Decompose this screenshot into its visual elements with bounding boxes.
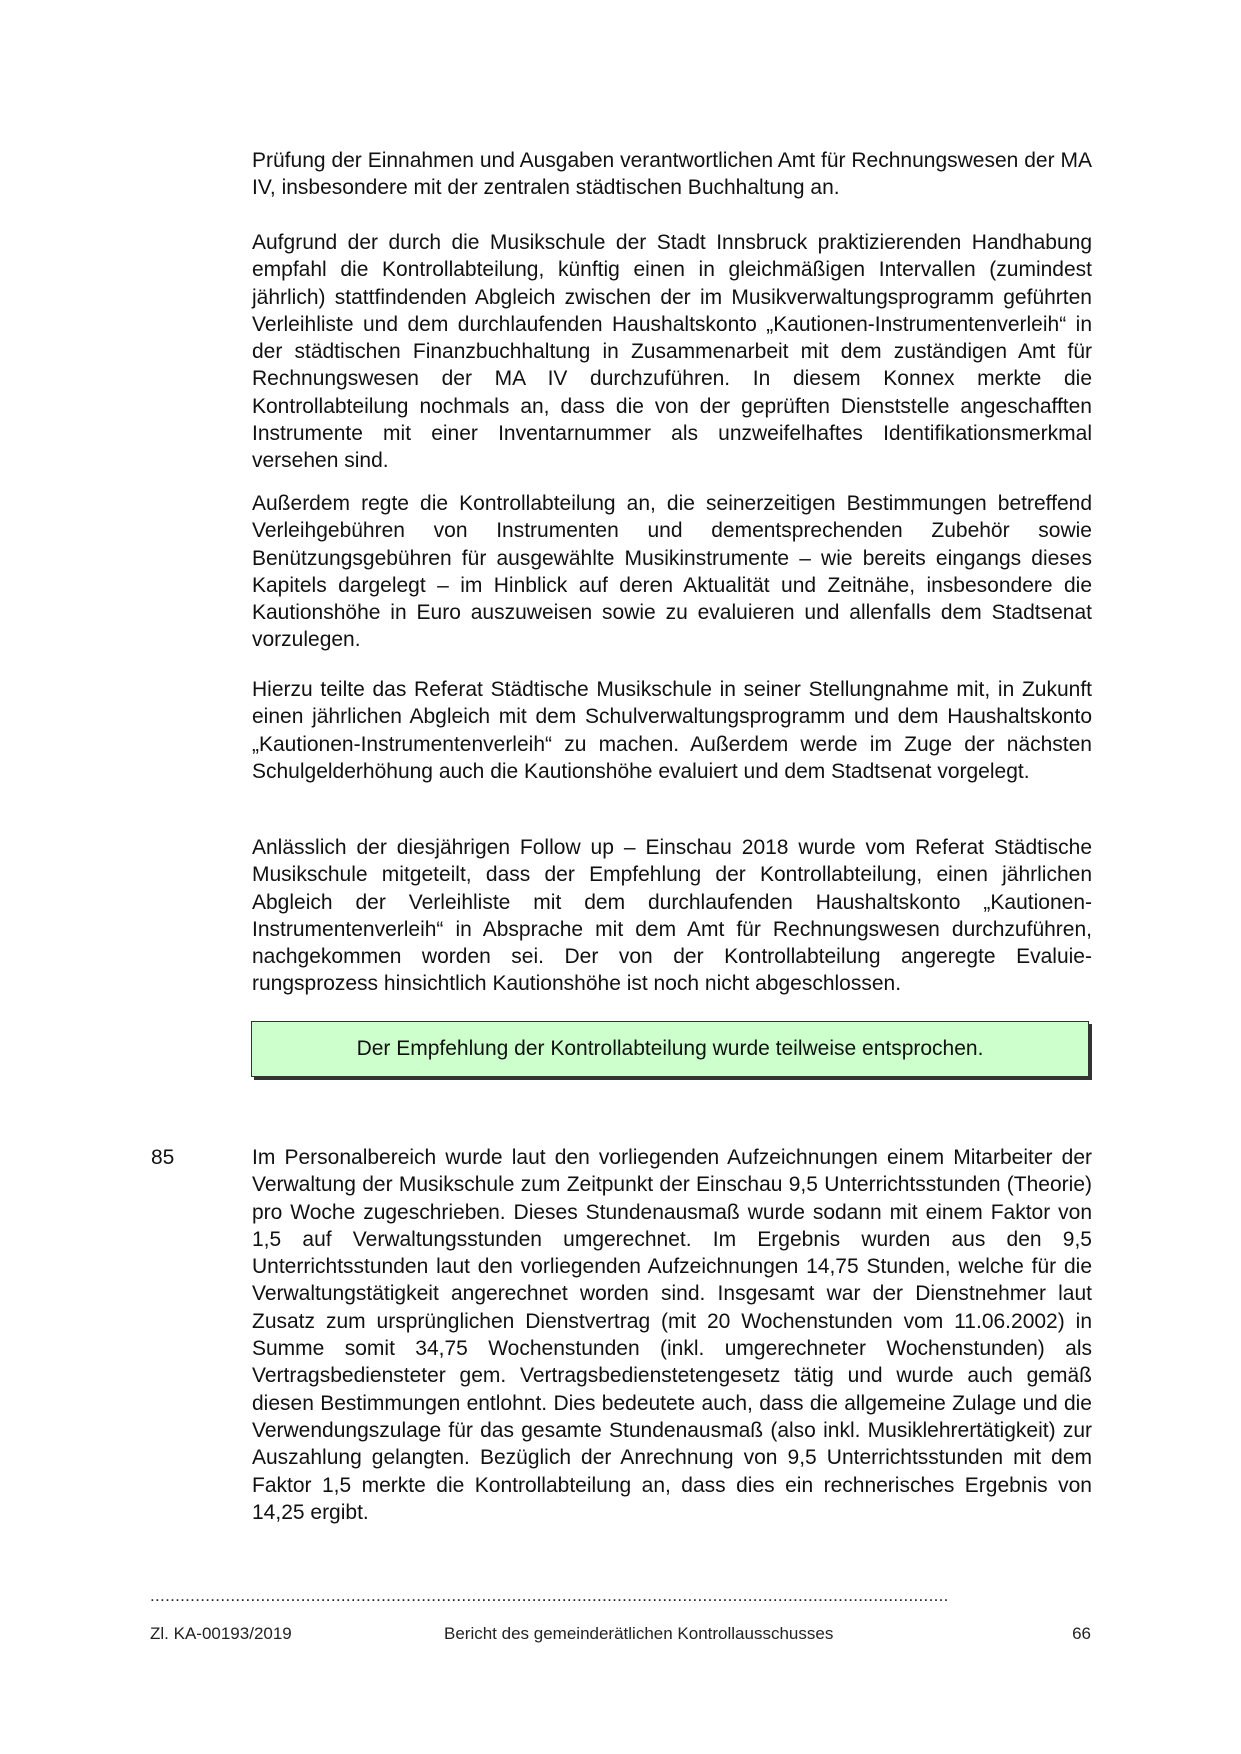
paragraph-3-text: Außerdem regte die Kontrollabteilung an, die seinerzeitigen Bestimmungen betreffend Verleihgebühren von Instrumenten und dementsprechenden Zubehör sowie Benützungsgebühren für ausgewählte Musikinstrumente – wie bereits eingangs dieses Kapitels dargelegt – im Hinblick auf deren Aktualität und Zeitnähe, insbesondere die Kautionshöhe in Euro auszuweisen sowie zu evaluieren und allenfalls dem Stadtsenat vorzulegen. — [252, 492, 1092, 652]
recommendation-text: Der Empfehlung der Kontrollabteilung wurde teilweise entsprochen. — [356, 1037, 984, 1060]
paragraph-1-text: Prüfung der Einnahmen und Ausgaben verantwortlichen Amt für Rechnungswesen der MA IV, insbesondere mit der zentralen städtischen Buchhaltung an. — [252, 149, 1092, 200]
footer-reference: Zl. KA-00193/2019 — [150, 1624, 292, 1643]
paragraph-2 — [252, 229, 1092, 475]
footer-title: Bericht des gemeinderätlichen Kontrollausschusses — [444, 1624, 834, 1643]
paragraph-4 — [252, 676, 1092, 785]
paragraph-4-text: Hierzu teilte das Referat Städtische Musikschule in seiner Stellungnahme mit, in Zukunft einen jährlichen Abgleich mit dem Schulverwaltungsprogramm und dem Haushaltskonto „Kautionen-Instrumentenverleih“ zu machen. Außerdem werde im Zuge der nächsten Schulgelderhöhung auch die Kautionshöhe evaluiert und dem Stadtsenat vorgelegt. — [252, 678, 1092, 783]
paragraph-5 — [252, 834, 1092, 998]
recommendation-box — [251, 1021, 1089, 1077]
section-number: 85 — [151, 1146, 175, 1169]
footer-divider: ............................................................................................................................................................... — [150, 1589, 949, 1603]
page-number: 66 — [1072, 1624, 1091, 1643]
section-85-paragraph — [252, 1144, 1092, 1526]
paragraph-5-text: Anlässlich der diesjährigen Follow up – Einschau 2018 wurde vom Referat Städtische Musikschule mitgeteilt, dass der Empfehlung der Kontrollabteilung, einen jährlichen Abgleich der Verleihliste mit dem durchlaufenden Haushaltskonto „Kautionen-Instrumentenverleih“ in Absprache mit dem Amt für Rechnungswesen durchzuführen, nachgekommen worden sei. Der von der Kontrollabteilung angeregte Evaluierungsprozess hinsichtlich Kautionshöhe ist noch nicht abgeschlossen. — [252, 836, 1092, 996]
paragraph-2-text: Aufgrund der durch die Musikschule der Stadt Innsbruck praktizierenden Handhabung empfahl die Kontrollabteilung, künftig einen in gleichmäßigen Intervallen (zumindest jährlich) stattfindenden Abgleich zwischen der im Musikverwaltungsprogramm geführten Verleihliste und dem durchlaufenden Haushaltskonto „Kautionen-Instrumentenverleih“ in der städtischen Finanzbuchhaltung in Zusammenarbeit mit dem zuständigen Amt für Rechnungswesen der MA IV durchzuführen. In diesem Konnex merkte die Kontrollabteilung nochmals an, dass die von der geprüften Dienststelle angeschafften Instrumente mit einer Inventarnummer als unzweifelhaftes Identifikationsmerkmal versehen sind. — [252, 231, 1092, 473]
paragraph-3 — [252, 490, 1092, 654]
section-85-text: Im Personalbereich wurde laut den vorliegenden Aufzeichnungen einem Mitarbeiter der Verwaltung der Musikschule zum Zeitpunkt der Einschau 9,5 Unterrichtsstunden (Theorie) pro Woche zugeschrieben. Dieses Stundenausmaß wurde sodann mit einem Faktor von 1,5 auf Verwaltungsstunden umgerechnet. Im Ergebnis wurden aus den 9,5 Unterrichtsstunden laut den vorliegenden Aufzeichnungen 14,75 Stunden, welche für die Verwaltungstätigkeit angerechnet worden sind. Insgesamt war der Dienstnehmer laut Zusatz zum ursprünglichen Dienstvertrag (mit 20 Wochenstunden vom 11.06.2002) in Summe somit 34,75 Wochenstunden (inkl. umgerechneter Wochenstunden) als Vertragsbediensteter gem. Vertragsbedienstetengesetz tätig und wurde auch gemäß diesen Bestimmungen entlohnt. Dies bedeutete auch, dass die allgemeine Zulage und die Verwendungszulage für das gesamte Stundenausmaß (also inkl. Musiklehrertätigkeit) zur Auszahlung gelangten. Bezüglich der Anrechnung von 9,5 Unterrichtsstunden mit dem Faktor 1,5 merkte die Kontrollabteilung an, dass dies ein rechnerisches Ergebnis von 14,25 ergibt. — [252, 1146, 1092, 1524]
paragraph-1 — [252, 147, 1092, 202]
